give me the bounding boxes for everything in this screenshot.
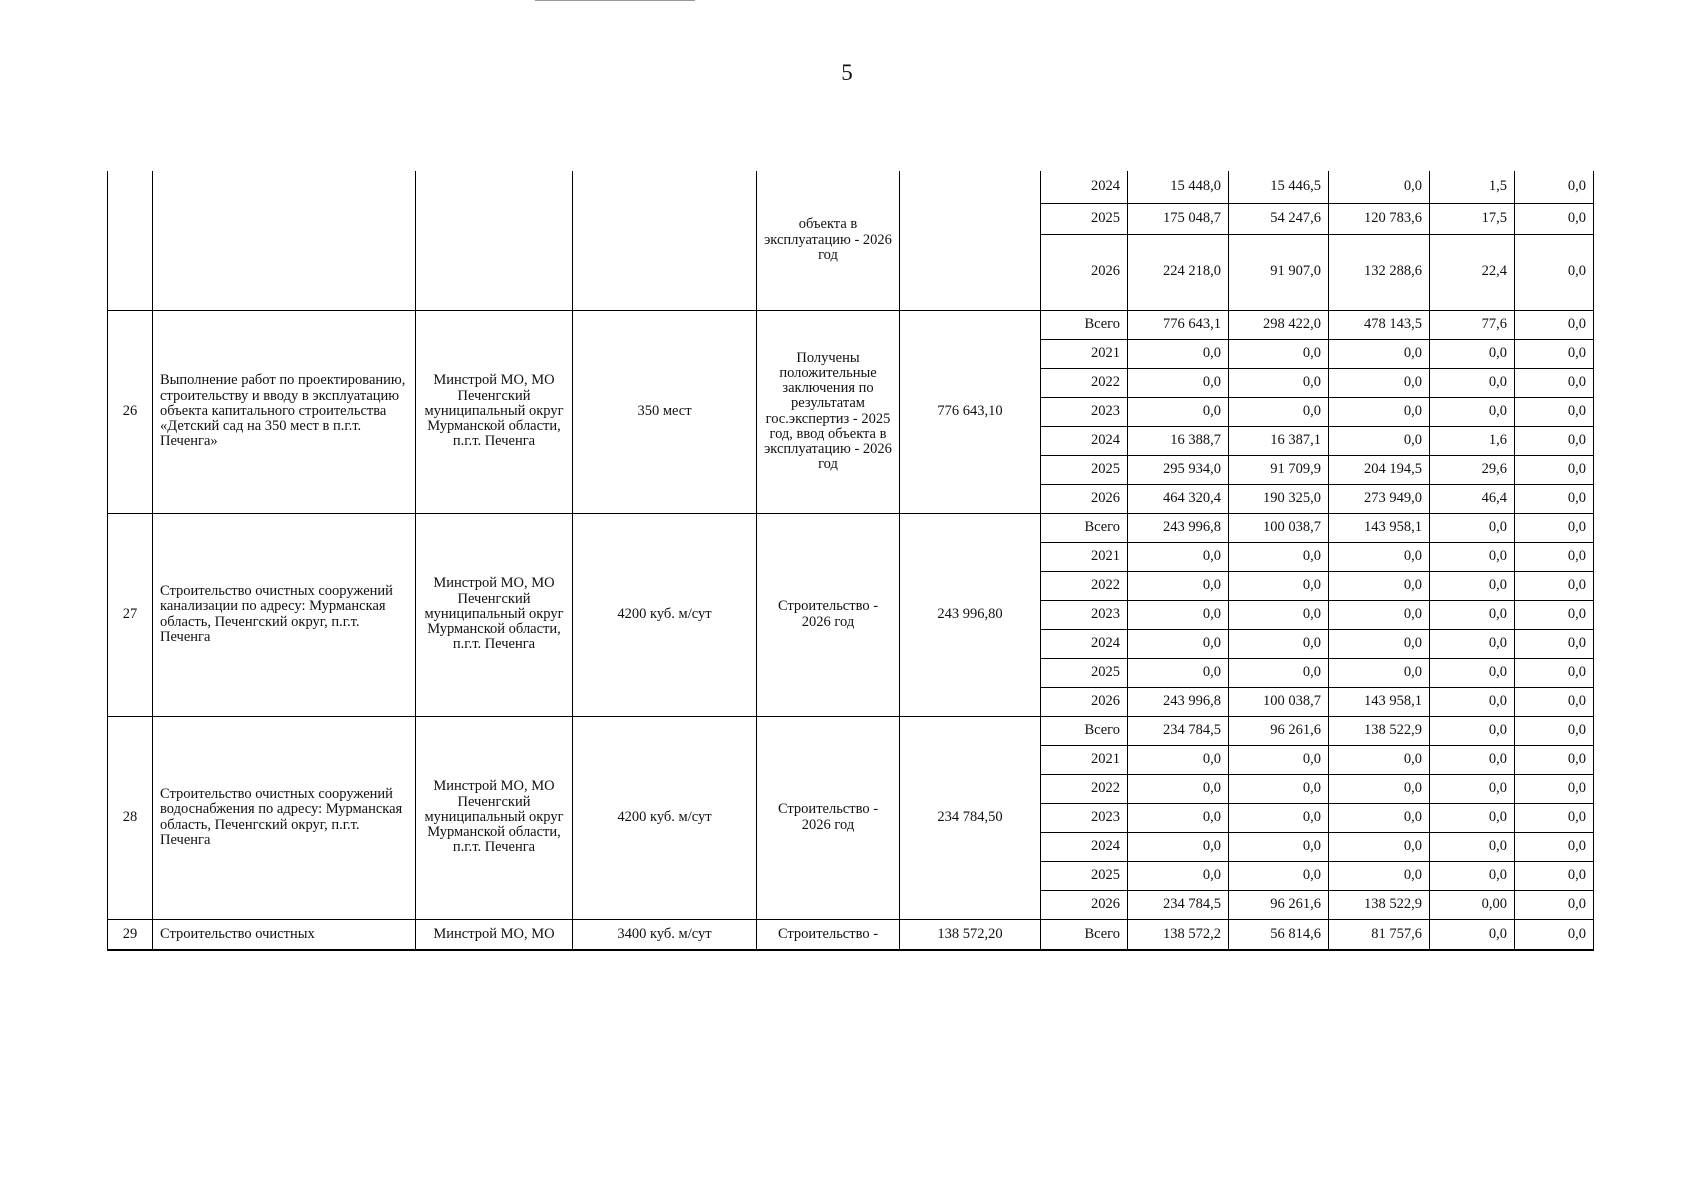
funding-cell: 0,0 [1329, 774, 1430, 803]
funding-cell: 120 783,6 [1329, 203, 1430, 234]
funding-cell: 0,0 [1515, 339, 1594, 368]
funding-cell: 0,0 [1430, 716, 1515, 745]
funding-cell: 0,0 [1229, 774, 1329, 803]
year-cell: 2025 [1041, 203, 1128, 234]
year-cell: 2026 [1041, 687, 1128, 716]
cost-cell [900, 171, 1041, 310]
table-row [108, 171, 1594, 203]
funding-cell: 0,0 [1515, 397, 1594, 426]
funding-cell: 0,0 [1329, 397, 1430, 426]
funding-cell: 0,0 [1430, 629, 1515, 658]
funding-cell: 0,00 [1430, 890, 1515, 919]
customer-cell: Минстрой МО, МО Печенгский муниципальный округ Мурманской области, п.г.т. Печенга [416, 310, 573, 513]
cost-cell: 138 572,20 [900, 919, 1041, 950]
table-body [108, 171, 1594, 950]
funding-cell: 56 814,6 [1229, 919, 1329, 950]
funding-cell: 0,0 [1515, 745, 1594, 774]
table-row [108, 310, 1594, 339]
year-cell: 2023 [1041, 803, 1128, 832]
year-cell: 2025 [1041, 658, 1128, 687]
funding-cell: 0,0 [1515, 455, 1594, 484]
funding-cell: 0,0 [1430, 832, 1515, 861]
year-cell: 2025 [1041, 861, 1128, 890]
funding-cell: 273 949,0 [1329, 484, 1430, 513]
top-edge-rule [535, 0, 695, 1]
funding-cell: 0,0 [1430, 745, 1515, 774]
funding-cell: 0,0 [1430, 571, 1515, 600]
total-cell: 0,0 [1128, 542, 1229, 571]
total-cell: 0,0 [1128, 658, 1229, 687]
funding-cell: 0,0 [1515, 484, 1594, 513]
total-cell: 15 448,0 [1128, 171, 1229, 203]
funding-cell: 204 194,5 [1329, 455, 1430, 484]
funding-cell: 29,6 [1430, 455, 1515, 484]
total-cell: 0,0 [1128, 368, 1229, 397]
year-cell: 2024 [1041, 171, 1128, 203]
funding-cell: 0,0 [1229, 542, 1329, 571]
funding-cell: 0,0 [1430, 861, 1515, 890]
funding-cell: 16 387,1 [1229, 426, 1329, 455]
num-cell: 28 [108, 716, 153, 919]
total-cell: 0,0 [1128, 861, 1229, 890]
capacity-cell: 4200 куб. м/сут [573, 513, 757, 716]
year-cell: 2022 [1041, 571, 1128, 600]
total-cell: 16 388,7 [1128, 426, 1229, 455]
year-cell: 2021 [1041, 542, 1128, 571]
cost-cell: 243 996,80 [900, 513, 1041, 716]
table-row [108, 716, 1594, 745]
funding-cell: 0,0 [1515, 919, 1594, 950]
num-cell: 29 [108, 919, 153, 950]
year-cell: Всего [1041, 513, 1128, 542]
funding-cell: 478 143,5 [1329, 310, 1430, 339]
total-cell: 0,0 [1128, 745, 1229, 774]
stage-cell: Строительство - 2026 год [757, 513, 900, 716]
funding-cell: 0,0 [1329, 600, 1430, 629]
funding-cell: 0,0 [1329, 571, 1430, 600]
year-cell: 2025 [1041, 455, 1128, 484]
funding-cell: 0,0 [1515, 832, 1594, 861]
funding-cell: 143 958,1 [1329, 513, 1430, 542]
funding-cell: 0,0 [1430, 803, 1515, 832]
cost-cell: 776 643,10 [900, 310, 1041, 513]
budget-table [107, 171, 1594, 951]
total-cell: 0,0 [1128, 803, 1229, 832]
funding-cell: 0,0 [1329, 832, 1430, 861]
name-cell: Строительство очистных сооружений водоснабжения по адресу: Мурманская область, Печенгский округ, п.г.т. Печенга [153, 716, 416, 919]
capacity-cell: 350 мест [573, 310, 757, 513]
funding-cell: 0,0 [1515, 600, 1594, 629]
year-cell: 2023 [1041, 397, 1128, 426]
funding-cell: 0,0 [1229, 600, 1329, 629]
funding-cell: 0,0 [1515, 513, 1594, 542]
num-cell: 26 [108, 310, 153, 513]
year-cell: 2024 [1041, 426, 1128, 455]
funding-cell: 0,0 [1515, 310, 1594, 339]
name-cell: Строительство очистных [153, 919, 416, 950]
year-cell: Всего [1041, 919, 1128, 950]
funding-cell: 81 757,6 [1329, 919, 1430, 950]
funding-cell: 91 709,9 [1229, 455, 1329, 484]
funding-cell: 22,4 [1430, 234, 1515, 310]
year-cell: 2024 [1041, 629, 1128, 658]
funding-cell: 0,0 [1515, 171, 1594, 203]
year-cell: 2026 [1041, 484, 1128, 513]
stage-cell: Строительство - 2026 год [757, 716, 900, 919]
total-cell: 0,0 [1128, 339, 1229, 368]
funding-cell: 0,0 [1229, 745, 1329, 774]
total-cell: 464 320,4 [1128, 484, 1229, 513]
funding-cell: 190 325,0 [1229, 484, 1329, 513]
funding-cell: 54 247,6 [1229, 203, 1329, 234]
funding-cell: 0,0 [1515, 234, 1594, 310]
funding-cell: 15 446,5 [1229, 171, 1329, 203]
funding-cell: 17,5 [1430, 203, 1515, 234]
table-row [108, 513, 1594, 542]
funding-cell: 0,0 [1515, 426, 1594, 455]
name-cell: Выполнение работ по проектированию, строительству и вводу в эксплуатацию объекта капитального строительства «Детский сад на 350 мест в п.г.т. Печенга» [153, 310, 416, 513]
funding-cell: 0,0 [1229, 832, 1329, 861]
funding-cell: 0,0 [1229, 861, 1329, 890]
funding-cell: 0,0 [1515, 542, 1594, 571]
year-cell: 2026 [1041, 234, 1128, 310]
name-cell: Строительство очистных сооружений канализации по адресу: Мурманская область, Печенгский округ, п.г.т. Печенга [153, 513, 416, 716]
funding-cell: 0,0 [1430, 339, 1515, 368]
funding-cell: 0,0 [1329, 368, 1430, 397]
year-cell: 2022 [1041, 774, 1128, 803]
customer-cell: Минстрой МО, МО Печенгский муниципальный округ Мурманской области, п.г.т. Печенга [416, 716, 573, 919]
funding-cell: 0,0 [1515, 774, 1594, 803]
table-row [108, 919, 1594, 950]
year-cell: 2021 [1041, 745, 1128, 774]
total-cell: 175 048,7 [1128, 203, 1229, 234]
funding-cell: 0,0 [1515, 687, 1594, 716]
funding-cell: 0,0 [1430, 774, 1515, 803]
num-cell [108, 171, 153, 310]
funding-cell: 298 422,0 [1229, 310, 1329, 339]
funding-cell: 100 038,7 [1229, 687, 1329, 716]
total-cell: 0,0 [1128, 774, 1229, 803]
funding-cell: 0,0 [1430, 542, 1515, 571]
funding-cell: 1,5 [1430, 171, 1515, 203]
num-cell: 27 [108, 513, 153, 716]
customer-cell: Минстрой МО, МО [416, 919, 573, 950]
total-cell: 234 784,5 [1128, 716, 1229, 745]
funding-cell: 0,0 [1515, 629, 1594, 658]
funding-cell: 0,0 [1515, 571, 1594, 600]
year-cell: 2024 [1041, 832, 1128, 861]
customer-cell: Минстрой МО, МО Печенгский муниципальный округ Мурманской области, п.г.т. Печенга [416, 513, 573, 716]
capacity-cell: 3400 куб. м/сут [573, 919, 757, 950]
stage-cell: Строительство - [757, 919, 900, 950]
funding-cell: 138 522,9 [1329, 716, 1430, 745]
capacity-cell: 4200 куб. м/сут [573, 716, 757, 919]
funding-cell: 0,0 [1229, 658, 1329, 687]
funding-cell: 0,0 [1329, 658, 1430, 687]
funding-cell: 0,0 [1430, 397, 1515, 426]
total-cell: 224 218,0 [1128, 234, 1229, 310]
funding-cell: 0,0 [1229, 571, 1329, 600]
funding-cell: 0,0 [1329, 339, 1430, 368]
funding-cell: 0,0 [1229, 803, 1329, 832]
total-cell: 243 996,8 [1128, 513, 1229, 542]
funding-cell: 0,0 [1329, 426, 1430, 455]
funding-cell: 0,0 [1329, 629, 1430, 658]
name-cell [153, 171, 416, 310]
total-cell: 0,0 [1128, 600, 1229, 629]
funding-cell: 0,0 [1515, 658, 1594, 687]
total-cell: 295 934,0 [1128, 455, 1229, 484]
funding-cell: 0,0 [1229, 629, 1329, 658]
capacity-cell [573, 171, 757, 310]
total-cell: 138 572,2 [1128, 919, 1229, 950]
year-cell: 2022 [1041, 368, 1128, 397]
funding-cell: 1,6 [1430, 426, 1515, 455]
stage-cell: объекта в эксплуатацию - 2026 год [757, 171, 900, 310]
funding-cell: 0,0 [1430, 658, 1515, 687]
funding-cell: 0,0 [1329, 861, 1430, 890]
funding-cell: 0,0 [1515, 203, 1594, 234]
total-cell: 234 784,5 [1128, 890, 1229, 919]
funding-cell: 0,0 [1329, 803, 1430, 832]
total-cell: 776 643,1 [1128, 310, 1229, 339]
customer-cell [416, 171, 573, 310]
funding-cell: 0,0 [1515, 890, 1594, 919]
funding-cell: 0,0 [1515, 368, 1594, 397]
year-cell: Всего [1041, 716, 1128, 745]
funding-cell: 0,0 [1515, 716, 1594, 745]
funding-cell: 138 522,9 [1329, 890, 1430, 919]
funding-cell: 143 958,1 [1329, 687, 1430, 716]
funding-cell: 0,0 [1430, 368, 1515, 397]
funding-cell: 0,0 [1229, 339, 1329, 368]
total-cell: 0,0 [1128, 629, 1229, 658]
funding-cell: 0,0 [1229, 368, 1329, 397]
funding-cell: 77,6 [1430, 310, 1515, 339]
cost-cell: 234 784,50 [900, 716, 1041, 919]
stage-cell: Получены положительные заключения по результатам гос.экспертиз - 2025 год, ввод объекта в эксплуатацию - 2026 год [757, 310, 900, 513]
total-cell: 0,0 [1128, 397, 1229, 426]
year-cell: 2023 [1041, 600, 1128, 629]
funding-cell: 0,0 [1329, 542, 1430, 571]
funding-cell: 0,0 [1229, 397, 1329, 426]
year-cell: 2021 [1041, 339, 1128, 368]
funding-cell: 100 038,7 [1229, 513, 1329, 542]
total-cell: 0,0 [1128, 571, 1229, 600]
funding-cell: 46,4 [1430, 484, 1515, 513]
funding-cell: 96 261,6 [1229, 890, 1329, 919]
funding-cell: 0,0 [1329, 745, 1430, 774]
funding-cell: 0,0 [1430, 513, 1515, 542]
funding-cell: 91 907,0 [1229, 234, 1329, 310]
page-number: 5 [841, 60, 853, 85]
funding-cell: 0,0 [1430, 600, 1515, 629]
funding-cell: 0,0 [1430, 919, 1515, 950]
total-cell: 243 996,8 [1128, 687, 1229, 716]
funding-cell: 132 288,6 [1329, 234, 1430, 310]
year-cell: Всего [1041, 310, 1128, 339]
funding-cell: 0,0 [1515, 803, 1594, 832]
funding-cell: 0,0 [1329, 171, 1430, 203]
year-cell: 2026 [1041, 890, 1128, 919]
funding-cell: 0,0 [1430, 687, 1515, 716]
total-cell: 0,0 [1128, 832, 1229, 861]
funding-cell: 96 261,6 [1229, 716, 1329, 745]
funding-cell: 0,0 [1515, 861, 1594, 890]
